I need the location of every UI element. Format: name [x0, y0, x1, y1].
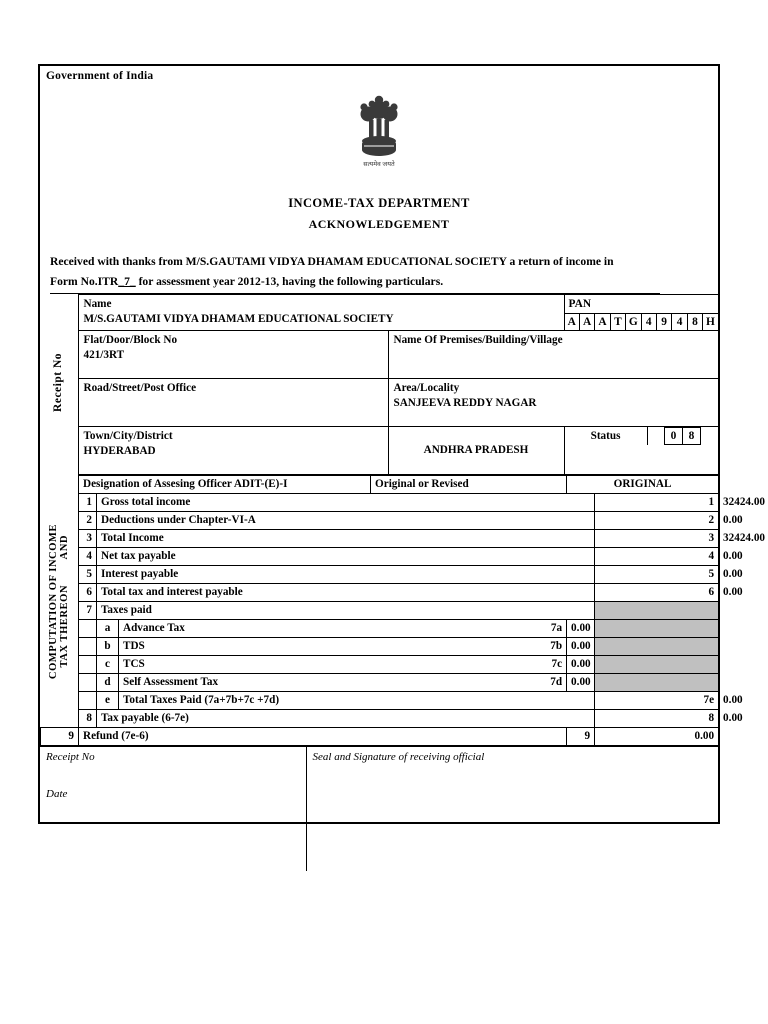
row-spacer [79, 692, 97, 710]
table-row: 8 Tax payable (6-7e) 8 0.00 [41, 710, 719, 728]
row-index: 1 [595, 494, 719, 512]
row-index: 5 [595, 566, 719, 584]
acknowledgement-title: ACKNOWLEDGEMENT [308, 217, 450, 231]
taxes-paid-number: 7 [79, 602, 97, 620]
government-of-india-label: Government of India [46, 70, 154, 82]
row-spacer [567, 530, 595, 548]
received-line-2 [50, 272, 660, 294]
row-label: Total Income [97, 530, 567, 548]
taxes-paid-header-row [41, 602, 719, 620]
computation-rail-right [56, 476, 73, 728]
row-number: 1 [79, 494, 97, 512]
table-row: 1 Gross total income 1 32424.00 [41, 494, 719, 512]
area-label: Area/Locality [393, 382, 460, 394]
table-row: 6 Total tax and interest payable 6 0.00 [41, 584, 719, 602]
footer-date-label: Date [46, 788, 68, 800]
computation-table [40, 475, 765, 746]
table-row [41, 620, 719, 638]
itr-form-number: _7_ [118, 275, 136, 288]
status-digit-0: 0 [664, 427, 683, 445]
row-spacer [79, 656, 97, 674]
total-taxes-index: 7e [595, 692, 719, 710]
receipt-seal-row [40, 747, 718, 872]
row-index: 2 [595, 512, 719, 530]
tax-thereon-label: TAX THEREON [59, 585, 70, 668]
receipt-no-rail-label: Receipt No [52, 352, 65, 412]
row-label: TDS [119, 638, 519, 656]
road-label: Road/Street/Post Office [83, 382, 197, 394]
computation-rail-inner [45, 476, 75, 728]
computation-of-income-label: COMPUTATION OF INCOME [47, 523, 59, 679]
department-title: INCOME-TAX DEPARTMENT [288, 196, 470, 210]
total-taxes-label: Total Taxes Paid (7a+7b+7c +7d) [119, 692, 595, 710]
flat-value: 421/3RT [83, 349, 125, 361]
status-cell [564, 427, 718, 475]
row-value: 0.00 [567, 638, 595, 656]
row-index: 7b [519, 638, 567, 656]
state-value: ANDHRA PRADESH [423, 444, 529, 456]
row-index: 7a [519, 620, 567, 638]
pan-char-7: 4 [672, 314, 687, 330]
row-label: Gross total income [97, 494, 567, 512]
table-row [41, 656, 719, 674]
row-spacer [79, 620, 97, 638]
taxes-paid-label: Taxes paid [97, 602, 567, 620]
pan-char-3: T [611, 314, 626, 330]
area-cell [388, 379, 718, 427]
seal-signature-cell [306, 747, 718, 872]
status-boxes [664, 427, 701, 445]
road-cell [78, 379, 388, 427]
taxes-paid-spacer [567, 602, 595, 620]
table-row: 3 Total Income 3 32424.00 [41, 530, 719, 548]
row-letter: d [97, 674, 119, 692]
area-value: SANJEEVA REDDY NAGAR [393, 397, 537, 409]
table-row [41, 674, 719, 692]
row-label: Self Assessment Tax [119, 674, 519, 692]
received-line-1: Received with thanks from M/S.GAUTAMI VIDYA DHAMAM EDUCATIONAL SOCIETY a return of income in [50, 255, 614, 268]
row-spacer [79, 638, 97, 656]
row-number: 2 [79, 512, 97, 530]
acknowledgement-page [38, 64, 765, 824]
name-label: Name [83, 298, 112, 310]
original-or-revised-label: Original or Revised [371, 476, 567, 494]
row-label: TCS [119, 656, 519, 674]
row-letter: c [97, 656, 119, 674]
premises-cell [388, 331, 718, 379]
flat-premises-row [40, 331, 718, 379]
received-statement [40, 252, 718, 294]
flat-label: Flat/Door/Block No [83, 334, 178, 346]
row-spacer [567, 566, 595, 584]
seal-signature-label: Seal and Signature of receiving official [312, 751, 485, 763]
emblem-container [40, 90, 718, 176]
receipt-no-cell [40, 747, 306, 872]
name-pan-row [40, 295, 718, 331]
row-number: 4 [79, 548, 97, 566]
computation-rail [41, 476, 79, 728]
town-label: Town/City/District [83, 430, 173, 442]
pan-char-5: 4 [642, 314, 657, 330]
and-label: AND [59, 534, 70, 560]
row-spacer [567, 584, 595, 602]
row-number: 6 [79, 584, 97, 602]
row-index: 4 [595, 548, 719, 566]
designation-row [41, 476, 719, 494]
row-label: Refund (7e-6) [79, 728, 567, 746]
row-number: 8 [79, 710, 97, 728]
receipt-seal-table [40, 746, 718, 871]
row-value: 0.00 [567, 674, 595, 692]
row-value: 0.00 [595, 728, 719, 746]
town-cell [78, 427, 388, 475]
form-no-prefix: Form No.ITR [50, 275, 119, 288]
row-label: Net tax payable [97, 548, 567, 566]
town-value: HYDERABAD [83, 445, 156, 457]
row-label: Deductions under Chapter-VI-A [97, 512, 567, 530]
pan-char-0: A [565, 314, 580, 330]
flat-cell [78, 331, 388, 379]
row-spacer [567, 548, 595, 566]
row-label: Advance Tax [119, 620, 519, 638]
shaded-block-bottom [595, 674, 719, 692]
status-digit-1: 8 [683, 427, 701, 445]
row-label: Interest payable [97, 566, 567, 584]
row-number: 5 [79, 566, 97, 584]
name-value: M/S.GAUTAMI VIDYA DHAMAM EDUCATIONAL SOCIETY [83, 313, 394, 325]
town-state-status-row [40, 427, 718, 475]
pan-char-2: A [595, 314, 610, 330]
receipt-no-rail [40, 295, 78, 475]
table-row: 5 Interest payable 5 0.00 [41, 566, 719, 584]
original-or-revised-value: ORIGINAL [567, 476, 719, 494]
pan-char-8: 8 [688, 314, 703, 330]
row-label: Tax payable (6-7e) [97, 710, 595, 728]
row-index: 8 [595, 710, 719, 728]
designation-label: Designation of Assesing Officer ADIT-(E)-I [79, 476, 371, 494]
status-label: Status [590, 429, 621, 442]
assessee-identity-table [40, 294, 719, 475]
shaded-block [595, 656, 719, 674]
shaded-block [595, 638, 719, 656]
row-value: 0.00 [567, 656, 595, 674]
row-letter: b [97, 638, 119, 656]
table-row [41, 638, 719, 656]
total-taxes-letter: e [97, 692, 119, 710]
row-index: 7c [519, 656, 567, 674]
row-spacer [567, 512, 595, 530]
pan-boxes [565, 313, 718, 330]
row-spacer [79, 674, 97, 692]
row-spacer [567, 494, 595, 512]
india-national-emblem-icon [352, 90, 406, 172]
pan-char-9: H [705, 316, 715, 328]
shaded-block [595, 620, 719, 638]
row-value: 0.00 [567, 620, 595, 638]
pan-char-6: 9 [657, 314, 672, 330]
pan-char-1: A [580, 314, 595, 330]
shaded-block-top [595, 602, 719, 620]
table-row [41, 728, 719, 746]
row-label: Total tax and interest payable [97, 584, 567, 602]
pan-char-4: G [626, 314, 641, 330]
row-index: 7d [519, 674, 567, 692]
name-cell [78, 295, 564, 331]
svg-text:सत्यमेव जयते: सत्यमेव जयते [363, 161, 395, 168]
table-row: 4 Net tax payable 4 0.00 [41, 548, 719, 566]
state-cell [388, 427, 564, 475]
premises-label: Name Of Premises/Building/Village [393, 334, 563, 346]
row-number: 3 [79, 530, 97, 548]
total-taxes-paid-row: e Total Taxes Paid (7a+7b+7c +7d) 7e 0.00 [41, 692, 719, 710]
row-index: 9 [567, 728, 595, 746]
status-boxes-wrap [647, 427, 718, 445]
pan-label: PAN [568, 298, 592, 310]
row-index: 6 [595, 584, 719, 602]
assessment-year-text: for assessment year 2012-13, having the following particulars. [135, 275, 444, 288]
road-area-row [40, 379, 718, 427]
row-index: 3 [595, 530, 719, 548]
row-number: 9 [41, 728, 79, 746]
pan-cell [564, 295, 718, 331]
footer-receipt-no-label: Receipt No [46, 751, 95, 763]
table-row: 2 Deductions under Chapter-VI-A 2 0.00 [41, 512, 719, 530]
row-letter: a [97, 620, 119, 638]
